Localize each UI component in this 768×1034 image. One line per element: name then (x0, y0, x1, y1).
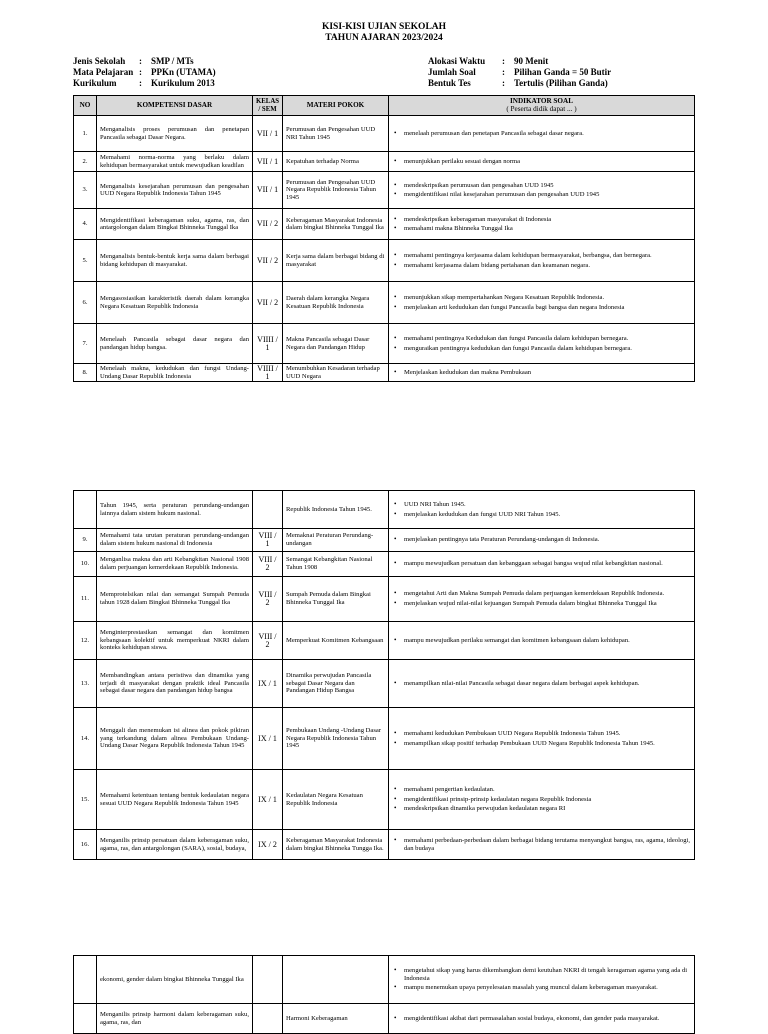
meta-right-row (428, 67, 611, 78)
materi-pokok-cell: Harmoni Keberagaman (283, 1004, 389, 1034)
indikator-cell (389, 956, 695, 1004)
indikator-cell (389, 324, 695, 364)
indikator-cell (389, 116, 695, 152)
indikator-item: • menampilkan nilai-nilai Pancasila sebagai dasar negara dalam berbagai aspek kehidupan. (404, 680, 691, 688)
indikator-list (392, 837, 691, 852)
table-row (74, 529, 695, 552)
materi-pokok-cell: Keberagaman Masyarakat Indonesia dalam bingkai Bhinneka Tungga Ika. (283, 830, 389, 860)
indikator-item: • memahami kerjasama dalam bidang pertahanan dan keamanan negara. (404, 262, 691, 270)
meta-left-sep: : (139, 78, 142, 88)
table-row (74, 830, 695, 860)
header-indikator-title: INDIKATOR SOAL (509, 97, 574, 105)
row-number (74, 956, 97, 1004)
indikator-item: • menjelaskan arti kedudukan dan fungsi Pancasila bagi bangsa dan negara Indonesia (404, 304, 691, 312)
indikator-cell (389, 1004, 695, 1034)
indikator-list (392, 1015, 691, 1023)
kelas-sem-cell: VIII / 2 (253, 622, 283, 660)
meta-right-value: Tertulis (Pilihan Ganda) (514, 78, 608, 88)
meta-left (73, 56, 216, 89)
kompetensi-dasar-cell: Menganilis prinsip persatuan dalam keberagaman suku, agama, ras, dan antargolongan (SARA), sosial, budaya, (97, 830, 253, 860)
indikator-item: • menunjukkan perilaku sesuai dengan norma (404, 158, 691, 166)
indikator-cell (389, 660, 695, 708)
indikator-cell (389, 529, 695, 552)
materi-pokok-cell: Memaknai Peraturan Perundang-undangan (283, 529, 389, 552)
title-block (0, 22, 768, 44)
header-kompetensi-dasar: KOMPETENSI DASAR (97, 96, 253, 116)
kompetensi-dasar-cell: Mengidentifikasi keberagaman suku, agama, ras, dan antargolongan dalam Bingkai Bhinneka Tunggal Ika (97, 209, 253, 240)
meta-right-label: Jumlah Soal (428, 67, 476, 77)
indikator-item: • mendeskripsikan dinamika perwujudan kedaulatan negara RI (404, 805, 691, 813)
meta-left-sep: : (139, 67, 142, 77)
indikator-list (392, 501, 691, 518)
indikator-cell (389, 577, 695, 622)
table-row (74, 708, 695, 770)
header-no: NO (74, 96, 97, 116)
materi-pokok-cell: Kedaulatan Negara Kesatuan Republik Indonesia (283, 770, 389, 830)
kelas-sem-cell: VII / 1 (253, 172, 283, 209)
indikator-list (392, 560, 691, 568)
indikator-item: • menampilkan sikap positif terhadap Pembukaan UUD Negara Republik Indonesia Tahun 1945. (404, 740, 691, 748)
materi-pokok-cell: Republik Indonesia Tahun 1945. (283, 491, 389, 529)
table-row (74, 364, 695, 382)
kelas-sem-cell: IX / 1 (253, 660, 283, 708)
indikator-item: • mampu mewujudkan persatuan dan kebanggaan sebagai bangsa wujud nilai kebangkitan nasional. (404, 560, 691, 568)
kompetensi-dasar-cell: Menganalisis bentuk-bentuk kerja sama dalam berbagai bidang kehidupan di masyarakat. (97, 240, 253, 282)
meta-right-row (428, 78, 611, 89)
kompetensi-dasar-cell: Menganlisa makna dan arti Kebangkitan Nasional 1908 dalam perjuangan kemerdekaan Republik Indonesia. (97, 552, 253, 577)
row-number: 8. (74, 364, 97, 382)
indikator-list (392, 536, 691, 544)
row-number: 4. (74, 209, 97, 240)
kompetensi-dasar-cell: Menelaah Pancasila sebagai dasar negara dan pandangan hidup bangsa. (97, 324, 253, 364)
indikator-list (392, 967, 691, 992)
row-number: 13. (74, 660, 97, 708)
row-number: 12. (74, 622, 97, 660)
indikator-item: • mengidentifikasi prinsip-prinsip kedaulatan negara Republik Indonesia (404, 796, 691, 804)
indikator-cell (389, 491, 695, 529)
materi-pokok-cell: Menumbuhkan Kesadaran terhadap UUD Negara (283, 364, 389, 382)
indikator-list (392, 216, 691, 233)
indikator-list (392, 590, 691, 607)
materi-pokok-cell: Daerah dalam kerangka Negara Kesatuan Republik Indonesia (283, 282, 389, 324)
materi-pokok-cell: Memperkuat Komitmen Kebangsaan (283, 622, 389, 660)
indikator-cell (389, 622, 695, 660)
meta-right-sep: : (502, 67, 505, 77)
indikator-cell (389, 282, 695, 324)
indikator-item: • memahami kedudukan Pembukaan UUD Negara Republik Indonesia Tahun 1945. (404, 730, 691, 738)
indikator-list (392, 680, 691, 688)
kelas-sem-cell: VIII / 1 (253, 529, 283, 552)
indikator-list (392, 294, 691, 311)
meta-left-row (73, 67, 216, 78)
kompetensi-dasar-cell: Menganalisis proses perumusan dan penetapan Pancasila sebagai Dasar Negara. (97, 116, 253, 152)
table-row (74, 324, 695, 364)
table-row (74, 552, 695, 577)
table-row (74, 660, 695, 708)
indikator-item: • memahami makna Bhinneka Tunggal Ika (404, 225, 691, 233)
row-number: 6. (74, 282, 97, 324)
meta-left-label: Kurikulum (73, 78, 117, 88)
indikator-list (392, 182, 691, 199)
kelas-sem-cell (253, 1004, 283, 1034)
header-kelas-sem: KELAS / SEM (253, 96, 283, 116)
indikator-list (392, 730, 691, 747)
meta-right-sep: : (502, 56, 505, 66)
indikator-list (392, 158, 691, 166)
row-number: 11. (74, 577, 97, 622)
indikator-list (392, 335, 691, 352)
row-number: 15. (74, 770, 97, 830)
kelas-sem-cell (253, 491, 283, 529)
kelas-sem-cell: VIIII / 1 (253, 364, 283, 382)
meta-left-value: Kurikulum 2013 (151, 78, 215, 88)
materi-pokok-cell: Perumusan dan Pengesahan UUD Negara Republik Indonesia Tahun 1945 (283, 172, 389, 209)
indikator-item: • menunjukkan sikap mempertahankan Negara Kesatuan Republik Indonesia. (404, 294, 691, 302)
indikator-list (392, 130, 691, 138)
kelas-sem-cell: IX / 2 (253, 830, 283, 860)
indikator-cell (389, 552, 695, 577)
indikator-item: • mendeskripsikan perumusan dan pengesahan UUD 1945 (404, 182, 691, 190)
table-row (74, 770, 695, 830)
kompetensi-dasar-cell: Memprotelsikan nilai dan semangat Sumpah Pemuda tahun 1928 dalam Bingkai Bhinneka Tunggal Ika (97, 577, 253, 622)
table-row (74, 240, 695, 282)
table-row (74, 282, 695, 324)
indikator-item: • mengetahui sikap yang harus dikembangkan demi keutuhan NKRI di tengah keragaman agama yang ada di Indonesia (404, 967, 691, 982)
kelas-sem-cell: VII / 1 (253, 152, 283, 172)
row-number: 9. (74, 529, 97, 552)
indikator-cell (389, 172, 695, 209)
document-subtitle: TAHUN AJARAN 2023/2024 (325, 33, 443, 43)
indikator-item: • menelaah perumusan dan penetapan Pancasila sebagai dasar negara. (404, 130, 691, 138)
table-row (74, 491, 695, 529)
kompetensi-dasar-cell: Menganalisis kesejarahan perumusan dan pengesahan UUD Negara Republik Indonesia Tahun 1945 (97, 172, 253, 209)
table-row (74, 152, 695, 172)
indikator-list (392, 252, 691, 269)
kompetensi-dasar-cell: ekonomi, gender dalam bingkai Bhinneka Tunggal Ika (97, 956, 253, 1004)
kelas-sem-cell: VIII / 2 (253, 577, 283, 622)
document-title: KISI-KISI UJIAN SEKOLAH (321, 22, 447, 32)
header-indikator (389, 96, 695, 116)
indikator-item: • memahami pengertian kedaulatan. (404, 786, 691, 794)
kompetensi-dasar-cell: Menganilis prinsip harmoni dalam keberagaman suku, agama, ras, dan (97, 1004, 253, 1034)
materi-pokok-cell: Sumpah Pemuda dalam Bingkai Bhinneka Tunggal Ika (283, 577, 389, 622)
row-number: 5. (74, 240, 97, 282)
indikator-item: • menjelaskan pentingnya tata Peraturan Perundang-undangan di Indonesia. (404, 536, 691, 544)
table-row (74, 1004, 695, 1034)
kisi-table-page2 (73, 490, 695, 860)
row-number: 2. (74, 152, 97, 172)
kisi-table-page1 (73, 95, 695, 382)
meta-right-label: Bentuk Tes (428, 78, 471, 88)
indikator-list (392, 369, 691, 377)
table-row (74, 577, 695, 622)
indikator-cell (389, 240, 695, 282)
indikator-list (392, 637, 691, 645)
row-number: 16. (74, 830, 97, 860)
meta-right-row (428, 56, 611, 67)
row-number: 14. (74, 708, 97, 770)
kompetensi-dasar-cell: Menelaah makna, kedudukan dan fungsi Undang-Undang Dasar Republik Indonesia (97, 364, 253, 382)
meta-right-value: 90 Menit (514, 56, 549, 66)
kelas-sem-cell (253, 956, 283, 1004)
table-row (74, 622, 695, 660)
meta-left-value: PPKn (UTAMA) (151, 67, 216, 77)
kompetensi-dasar-cell: Memahami tata urutan peraturan perundang-undangan dalam sistem hukum nasional di Indonesia (97, 529, 253, 552)
kompetensi-dasar-cell: Membandingkan antara peristiwa dan dinamika yang terjadi di masyarakat dengan praktik ideal Pancasila sebagai dasar negara dan pandangan hidup bangsa (97, 660, 253, 708)
indikator-cell (389, 364, 695, 382)
indikator-list (392, 786, 691, 813)
indikator-item: • mengetahui Arti dan Makna Sumpah Pemuda dalam perjuangan kemerdekaan Republik Indonesia. (404, 590, 691, 598)
table-header-row (74, 96, 695, 116)
indikator-item: • memahami pentingnya kerjasama dalam kehidupan bermasyarakat, berbangsa, dan bernegara. (404, 252, 691, 260)
kelas-sem-cell: IX / 1 (253, 770, 283, 830)
meta-left-row (73, 56, 216, 67)
row-number (74, 491, 97, 529)
meta-left-row (73, 78, 216, 89)
row-number: 7. (74, 324, 97, 364)
kelas-sem-cell: VIIII / 1 (253, 324, 283, 364)
indikator-cell (389, 770, 695, 830)
indikator-item: • mengidentifikasi nilai kesejarahan perumusan dan pengesahan UUD 1945 (404, 191, 691, 199)
header-materi-pokok: MATERI POKOK (283, 96, 389, 116)
kelas-sem-cell: VII / 2 (253, 209, 283, 240)
materi-pokok-cell: Pembukaan Undang -Undang Dasar Negara Republik Indonesia Tahun 1945 (283, 708, 389, 770)
indikator-item: • Menjelaskan kedudukan dan makna Pembukaan (404, 369, 691, 377)
table-row (74, 956, 695, 1004)
kompetensi-dasar-cell: Memahami ketentuan tentang bentuk kedaulatan negara sesuai UUD Negara Republik Indonesia Tahun 1945 (97, 770, 253, 830)
indikator-item: • mampu menemukan upaya penyelesaian masalah yang muncul dalam keberagaman masyarakat. (404, 984, 691, 992)
materi-pokok-cell: Semangat Kebangkitan Nasional Tahun 1908 (283, 552, 389, 577)
materi-pokok-cell (283, 956, 389, 1004)
row-number (74, 1004, 97, 1034)
indikator-cell (389, 708, 695, 770)
kelas-sem-cell: VII / 2 (253, 282, 283, 324)
table-row (74, 116, 695, 152)
row-number: 10. (74, 552, 97, 577)
indikator-item: • menjelaskan kedudukan dan fungsi UUD NRI Tahun 1945. (404, 511, 691, 519)
table-row (74, 172, 695, 209)
meta-right (428, 56, 611, 89)
table-row (74, 209, 695, 240)
kelas-sem-cell: VII / 2 (253, 240, 283, 282)
kompetensi-dasar-cell: Menginterprestasikan semangat dan komitmen kebangsaan kolektif untuk memperkuat NKRI dalam konteks kehidupan siswa. (97, 622, 253, 660)
meta-left-sep: : (139, 56, 142, 66)
indikator-item: • memahami perbedaan-perbedaan dalam berbagai bidang terutama menyangkut bangsa, ras, agama, ideologi, dan budaya (404, 837, 691, 852)
row-number: 3. (74, 172, 97, 209)
kompetensi-dasar-cell: Memahami norma-norma yang berlaku dalam kehidupan bermasyarakat untuk mewujudkan keadilan (97, 152, 253, 172)
materi-pokok-cell: Dinamika perwujudan Pancasila sebagai Dasar Negara dan Pandangan Hidup Bangsa (283, 660, 389, 708)
indikator-cell (389, 152, 695, 172)
kompetensi-dasar-cell: Menggali dan menemukan isi alinea dan pokok pikiran yang terkandung dalam alinea Pembukaan Undang-Undang Dasar Negara Republik Indonesia Tahun 1945 (97, 708, 253, 770)
indikator-item: • mendeskripsikan keberagaman masyarakat di Indonesia (404, 216, 691, 224)
meta-left-label: Mata Pelajaran (73, 67, 134, 77)
meta-right-value: Pilihan Ganda = 50 Butir (514, 67, 612, 77)
indikator-item: • memahami pentingnya Kedudukan dan fungsi Pancasila dalam kehidupan bernegara. (404, 335, 691, 343)
materi-pokok-cell: Kepatuhan terhadap Norma (283, 152, 389, 172)
meta-right-label: Alokasi Waktu (428, 56, 486, 66)
kelas-sem-cell: IX / 1 (253, 708, 283, 770)
materi-pokok-cell: Keberagaman Masyarakat Indonesia dalam bingkai Bhinneka Tunggal Ika (283, 209, 389, 240)
header-indikator-subtitle: ( Peserta didik dapat ... ) (506, 104, 577, 113)
kelas-sem-cell: VIII / 2 (253, 552, 283, 577)
row-number: 1. (74, 116, 97, 152)
indikator-item: • menjelaskan wujud nilai-nilai kejuangan Sumpah Pemuda dalam bingkai Bhinneka Tunggal Ika (404, 600, 691, 608)
materi-pokok-cell: Kerja sama dalam berbagai bidang di masyarakat (283, 240, 389, 282)
indikator-cell (389, 209, 695, 240)
meta-right-sep: : (502, 78, 505, 88)
materi-pokok-cell: Perumusan dan Pengesahan UUD NRI Tahun 1945 (283, 116, 389, 152)
kelas-sem-cell: VII / 1 (253, 116, 283, 152)
meta-left-label: Jenis Sekolah (73, 56, 126, 66)
indikator-item: • mengidentifikasi akibat dari permasalahan sosial budaya, ekonomi, dan gender pada masyarakat. (404, 1015, 691, 1023)
kisi-table-page3 (73, 955, 695, 1034)
kompetensi-dasar-cell: Mengasosiasikan karakteristik daerah dalam kerangka Negara Kesatuan Republik Indonesia (97, 282, 253, 324)
indikator-item: • menguraikan pentingnya kedudukan dan fungsi Pancasila dalam kehidupan bernegara. (404, 345, 691, 353)
indikator-item: • mampu mewujudkan perilaku semangat dan komitmen kebangsaan dalam kehidupan. (404, 637, 691, 645)
kompetensi-dasar-cell: Tahun 1945, serta peraturan perundang-undangan lainnya dalam sistem hukum nasional. (97, 491, 253, 529)
meta-left-value: SMP / MTs (151, 56, 194, 66)
materi-pokok-cell: Makna Pancasila sebagai Dasar Negara dan Pandangan Hidup (283, 324, 389, 364)
indikator-item: • UUD NRI Tahun 1945. (404, 501, 691, 509)
indikator-cell (389, 830, 695, 860)
